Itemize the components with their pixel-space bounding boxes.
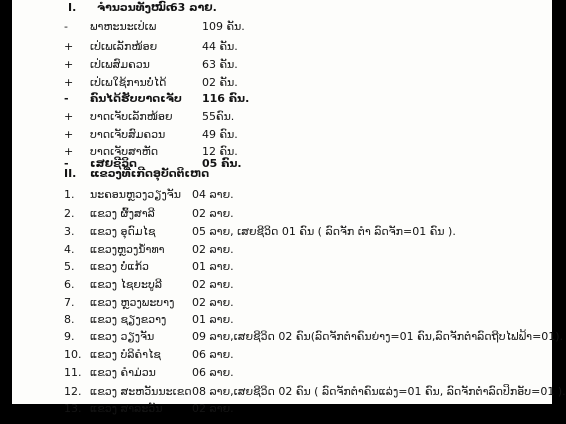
row-value: 109 ຄັນ. xyxy=(202,20,245,33)
row-number: 13. xyxy=(64,402,82,415)
province-value: 08 ລາຍ,ເສຍຊີວິດ 02 ຄົນ ( ລົດຈັກຕຳຄົນແລ່ງ=01 ຄົນ, ລົດຈັກຕຳລົດປິກອັບ=01 ). xyxy=(192,385,566,398)
province-name: ແຂວງ ຊຽງຂວາງ xyxy=(90,313,167,326)
row-value: 05 ຄົນ. xyxy=(202,157,242,170)
province-name: ແຂວງ ອຸດົມໄຊ xyxy=(90,225,156,238)
row-number: 8. xyxy=(64,313,75,326)
section-marker: I. xyxy=(68,1,77,14)
row-value: 63 ຄັນ. xyxy=(202,58,238,71)
row-label: ບາດເຈັບສາຫັດ xyxy=(90,145,159,158)
province-value: 06 ລາຍ. xyxy=(192,366,234,379)
province-name: ແຂວງ ສະຫວັນນະເຂດ xyxy=(90,385,192,398)
province-name: ແຂວງ ຜົ້ງສາລີ xyxy=(90,207,155,220)
row-label: ບາດເຈັບເລັກໜ້ອຍ xyxy=(90,110,173,123)
row-marker: - xyxy=(64,157,69,170)
row-value: 12 ຄົນ. xyxy=(202,145,238,158)
province-value: 04 ລາຍ. xyxy=(192,188,234,201)
row-label: ເປ່ເພເລັກໜ້ອຍ xyxy=(90,40,158,53)
row-marker: + xyxy=(64,110,74,123)
province-name: ນະຄອນຫຼວງວຽງຈັນ xyxy=(90,188,181,201)
province-name: ແຂວງຫຼວງນໍ້າທາ xyxy=(90,243,165,256)
section-label: ຈຳນວນທັງໝົດ xyxy=(97,1,174,14)
row-value: 49 ຄົນ. xyxy=(202,128,238,141)
province-value: 02 ລາຍ. xyxy=(192,278,234,291)
row-number: 1. xyxy=(64,188,75,201)
province-value: 09 ລາຍ,ເສຍຊີວິດ 02 ຄົນ(ລົດຈັກຕຳຄົນຍ່າງ=01 ຄົນ,ລົດຈັກຕຳລົດຖີບໄຟຟ້າ=01). xyxy=(192,330,564,343)
row-number: 12. xyxy=(64,385,82,398)
row-label: ເສຍຊີວິດ xyxy=(90,157,137,170)
row-marker: - xyxy=(64,92,69,105)
row-number: 7. xyxy=(64,296,75,309)
row-number: 3. xyxy=(64,225,75,238)
province-row xyxy=(12,402,552,424)
row-marker: + xyxy=(64,145,74,158)
row-number: 10. xyxy=(64,348,82,361)
row-value: 55ຄົນ. xyxy=(202,110,235,123)
row-number: 4. xyxy=(64,243,75,256)
row-marker: - xyxy=(64,20,68,33)
row-label: ຄົນໄດ້ຮັບບາດເຈັບ xyxy=(90,92,182,105)
province-value: 01 ລາຍ. xyxy=(192,313,234,326)
row-label: ບາດເຈັບສົມຄວນ xyxy=(90,128,166,141)
row-number: 5. xyxy=(64,260,75,273)
province-value: 02 ລາຍ. xyxy=(192,243,234,256)
row-marker: + xyxy=(64,58,74,71)
province-value: 02 ລາຍ. xyxy=(192,402,234,415)
row-label: ພາຫະນະເປ່ເພ xyxy=(90,20,157,33)
section2-row xyxy=(12,167,552,189)
province-name: ແຂວງ ສາລະວັນ xyxy=(90,402,163,415)
province-name: ແຂວງ ວຽງຈັນ xyxy=(90,330,155,343)
province-value: 02 ລາຍ. xyxy=(192,296,234,309)
summary-row xyxy=(12,20,552,42)
row-value: 116 ຄົນ. xyxy=(202,92,250,105)
province-name: ແຂວງ ຫຼວງພະບາງ xyxy=(90,296,175,309)
section-label: ແຂວງທີ່ເກີດອຸບັດຕິເຫດ xyxy=(90,167,210,180)
row-marker: + xyxy=(64,128,74,141)
section-value: 63 ລາຍ. xyxy=(170,1,217,14)
province-value: 06 ລາຍ. xyxy=(192,348,234,361)
document-page xyxy=(12,0,566,415)
row-marker: + xyxy=(64,40,74,53)
row-label: ເປ່ເພໃຊ້ການບໍ່ໄດ້ xyxy=(90,76,167,89)
row-number: 11. xyxy=(64,366,82,379)
province-name: ແຂວງ ຄຳມ່ວນ xyxy=(90,366,156,379)
section-marker: II. xyxy=(64,167,77,180)
row-marker: + xyxy=(64,76,74,89)
province-value: 05 ລາຍ, ເສຍຊີວິດ 01 ຄົນ ( ລົດຈັກ ຕຳ ລົດຈັກ=01 ຄົນ ). xyxy=(192,225,456,238)
province-name: ແຂວງ ບໍ່ແກ້ວ xyxy=(90,260,149,273)
province-name: ແຂວງ ບໍລິຄຳໄຊ xyxy=(90,348,161,361)
province-name: ແຂວງ ໄຊຍະບູລີ xyxy=(90,278,162,291)
row-value: 02 ຄັນ. xyxy=(202,76,238,89)
province-value: 01 ລາຍ. xyxy=(192,260,234,273)
province-value: 02 ລາຍ. xyxy=(192,207,234,220)
row-number: 2. xyxy=(64,207,75,220)
row-number: 9. xyxy=(64,330,75,343)
row-value: 44 ຄັນ. xyxy=(202,40,238,53)
row-number: 6. xyxy=(64,278,75,291)
row-label: ເປ່ເພສົມຄວນ xyxy=(90,58,150,71)
